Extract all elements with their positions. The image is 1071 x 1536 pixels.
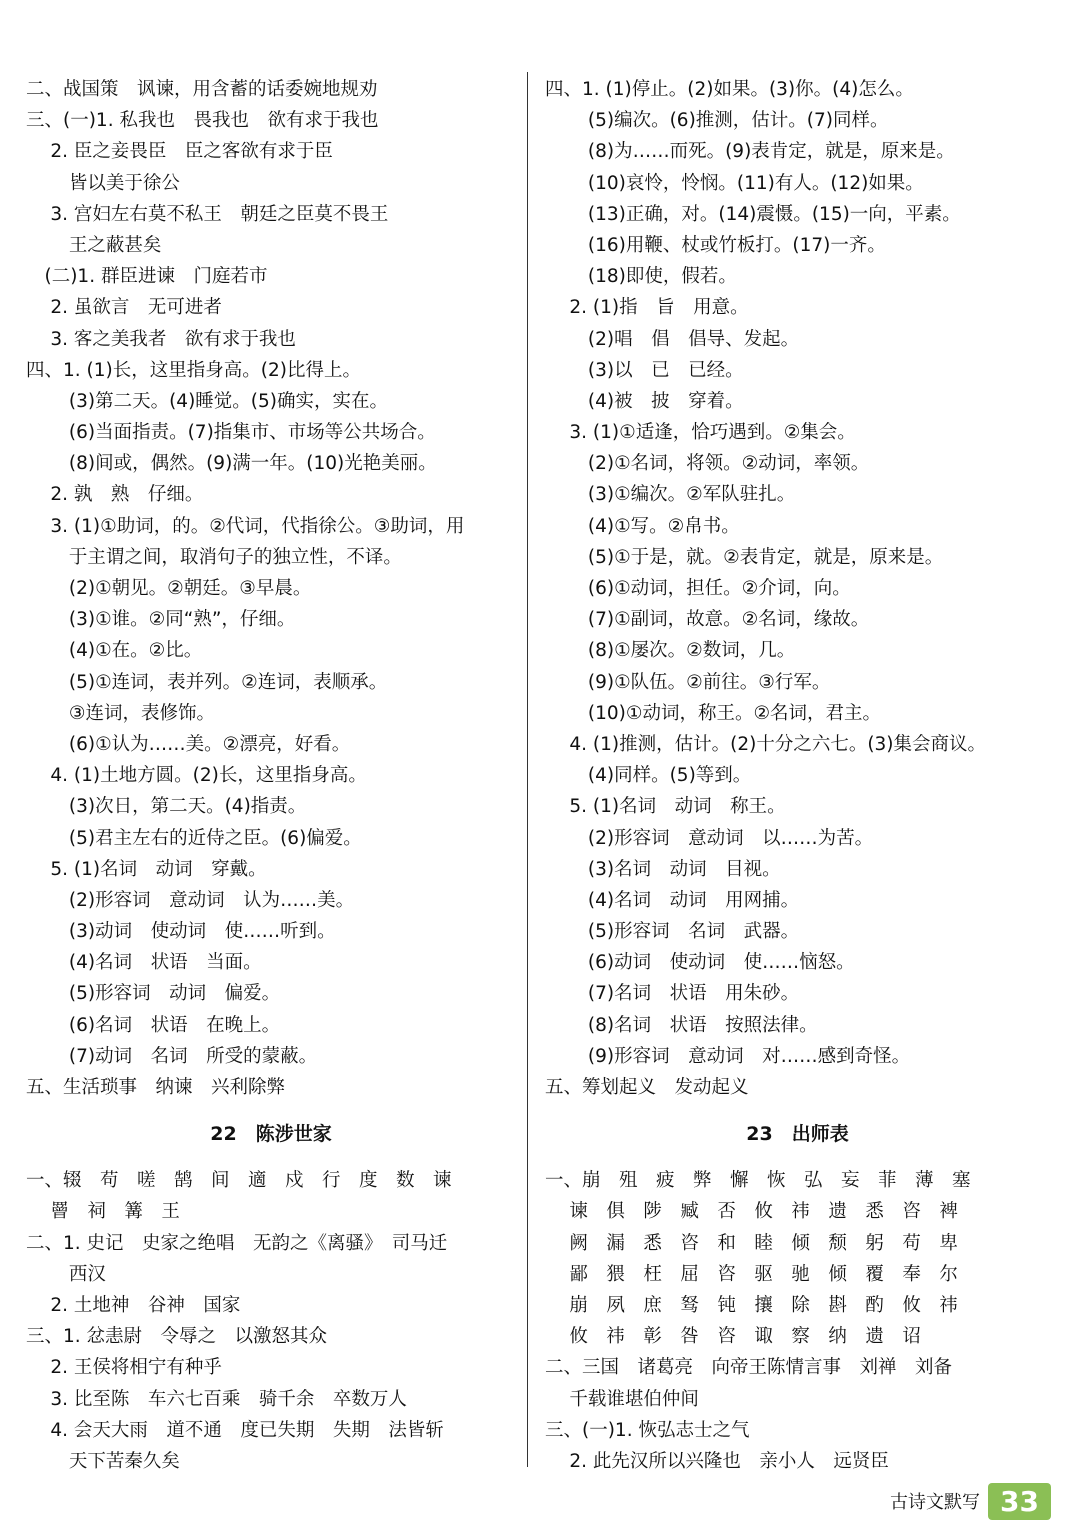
answer-line: (5)形容词 名词 武器。 [545,921,800,943]
answer-line: 皆以美于徐公 [26,172,180,194]
answer-line: 3. 宫妇左右莫不私王 朝廷之臣莫不畏王 [26,203,389,225]
answer-line: ③连词，表修饰。 [26,702,215,724]
answer-line: 4. (1)推测，估计。(2)十分之六七。(3)集会商议。 [545,733,987,755]
answer-line: (7)动词 名词 所受的蒙蔽。 [26,1045,318,1067]
answer-line: (3)次日，第二天。(4)指责。 [26,796,307,818]
left-column [26,74,516,1477]
answer-line: (8)为……而死。(9)表肯定，就是，原来是。 [545,141,955,163]
answer-line: (18)即使，假若。 [545,266,737,288]
answer-line: 三、(一)1. 恢弘志士之气 [545,1419,750,1441]
answer-line: 一、辍 苟 嗟 鹄 间 適 戍 行 度 数 谏 [26,1170,452,1192]
answer-line: (5)①连词，表并列。②连词，表顺承。 [26,671,388,693]
answer-line: 2. 此先汉所以兴隆也 亲小人 远贤臣 [545,1450,889,1472]
answer-line: (8)间或，偶然。(9)满一年。(10)光艳美丽。 [26,453,437,475]
answer-line: (4)①在。②比。 [26,640,203,662]
answer-line: 3. (1)①适逢，恰巧遇到。②集会。 [545,422,856,444]
answer-line: (9)形容词 意动词 对……感到奇怪。 [545,1045,911,1067]
answer-line: (3)以 已 已经。 [545,359,744,381]
answer-line: 三、(一)1. 私我也 畏我也 欲有求于我也 [26,110,379,132]
answer-line: (8)①屡次。②数词，几。 [545,640,796,662]
answer-line: (13)正确，对。(14)震慑。(15)一向，平素。 [545,203,961,225]
answer-line: 4. 会天大雨 道不通 度已失期 失期 法皆斩 [26,1419,444,1441]
answer-line: 二、三国 诸葛亮 向帝王陈情言事 刘禅 刘备 [545,1357,953,1379]
answer-line: (3)第二天。(4)睡觉。(5)确实，实在。 [26,390,388,412]
answer-line: 2. 土地神 谷神 国家 [26,1294,241,1316]
answer-line: (5)君主左右的近侍之臣。(6)偏爱。 [26,827,362,849]
answer-line: (5)形容词 动词 偏爱。 [26,983,281,1005]
answer-line: (3)①谁。②同“熟”，仔细。 [26,609,296,631]
answer-line: 二、1. 史记 史家之绝唱 无韵之《离骚》 司马迁 [26,1232,448,1254]
answer-line: (7)①副词，故意。②名词，缘故。 [545,609,870,631]
answer-line: 3. (1)①助词，的。②代词，代指徐公。③助词，用 [26,515,465,537]
answer-line: (6)当面指责。(7)指集市、市场等公共场合。 [26,422,436,444]
answer-line: 3. 客之美我者 欲有求于我也 [26,328,296,350]
answer-line: 二、战国策 讽谏，用含蓄的话委婉地规劝 [26,79,378,100]
answer-line: 谏 俱 陟 臧 否 攸 祎 遗 悉 咨 裨 [545,1201,958,1223]
answer-line: 鄙 猥 枉 屈 咨 驱 驰 倾 覆 奉 尔 [545,1263,958,1285]
answer-line: (10)哀怜，怜悯。(11)有人。(12)如果。 [545,172,924,194]
answer-line: 2. 孰 熟 仔细。 [26,484,204,506]
answer-line: 5. (1)名词 动词 穿戴。 [26,858,267,880]
answer-line: (3)动词 使动词 使……听到。 [26,921,336,943]
answer-line: 天下苦秦久矣 [26,1450,180,1472]
answer-line: 2. 虽欲言 无可进者 [26,297,222,319]
answer-line: (7)名词 状语 用朱砂。 [545,983,800,1005]
answer-line: 五、生活琐事 纳谏 兴利除弊 [26,1077,286,1098]
answer-line: (3)①编次。②军队驻扎。 [545,484,796,506]
answer-line: 崩 夙 庶 驽 钝 攘 除 斟 酌 攸 祎 [545,1294,958,1316]
answer-line: 西汉 [26,1263,106,1285]
answer-line: (4)名词 状语 当面。 [26,952,262,974]
answer-line: 阙 漏 悉 咨 和 睦 倾 颓 躬 苟 卑 [545,1232,958,1254]
answer-line: (2)①朝见。②朝廷。③早晨。 [26,578,312,599]
answer-line: 罾 祠 篝 王 [26,1201,180,1223]
answer-line: (16)用鞭、杖或竹板打。(17)一齐。 [545,234,886,256]
answer-line: (5)①于是，就。②表肯定，就是，原来是。 [545,546,944,568]
answer-line: (6)①认为……美。②漂亮，好看。 [26,733,351,755]
answer-line: 5. (1)名词 动词 称王。 [545,796,786,818]
page-number: 33 [988,1483,1051,1520]
answer-line: (2)形容词 意动词 认为……美。 [26,889,355,911]
answer-line: (9)①队伍。②前往。③行军。 [545,671,831,693]
answer-line: (5)编次。(6)推测，估计。(7)同样。 [545,110,889,132]
answer-line: 攸 祎 彰 咎 咨 诹 察 纳 遗 诏 [545,1326,921,1348]
answer-line: (2)①名词，将领。②动词，率领。 [545,453,870,475]
answer-line: 五、筹划起义 发动起义 [545,1077,749,1098]
column-divider [527,72,528,1467]
answer-line: (6)名词 状语 在晚上。 [26,1014,281,1036]
answer-line: 2. 臣之妾畏臣 臣之客欲有求于臣 [26,141,333,163]
answer-line: 四、1. (1)停止。(2)如果。(3)你。(4)怎么。 [545,79,914,100]
answer-line: 3. 比至陈 车六七百乘 骑千余 卒数万人 [26,1388,407,1410]
answer-line: 2. (1)指 旨 用意。 [545,297,749,319]
answer-line: (4)①写。②帛书。 [545,515,740,537]
answer-line: 千载谁堪伯仲间 [545,1388,699,1410]
answer-line: (2)形容词 意动词 以……为苦。 [545,827,874,849]
answer-line: 于主谓之间，取消句子的独立性，不译。 [26,546,402,568]
section-heading: 23 出师表 [746,1123,849,1146]
page-footer [890,1478,1051,1524]
answer-line: 2. 王侯将相宁有种乎 [26,1357,222,1379]
answer-line: 四、1. (1)长，这里指身高。(2)比得上。 [26,359,361,381]
answer-line: (4)同样。(5)等到。 [545,765,752,787]
footer-title: 古诗文默写 [890,1492,981,1513]
answer-line: (2)唱 倡 倡导、发起。 [545,328,800,350]
answer-line: (二)1. 群臣进谏 门庭若市 [26,266,268,288]
answer-line: (6)①动词，担任。②介词，向。 [545,578,851,599]
answer-line: (4)名词 动词 用网捕。 [545,889,800,911]
answer-line: 王之蔽甚矣 [26,234,162,256]
answer-line: (8)名词 状语 按照法律。 [545,1014,818,1036]
answer-line: (6)动词 使动词 使……恼怒。 [545,952,855,974]
answer-line: (4)被 披 穿着。 [545,390,744,412]
answer-line: (3)名词 动词 目视。 [545,858,781,880]
answer-line: 一、崩 殂 疲 弊 懈 恢 弘 妄 菲 薄 塞 [545,1170,971,1192]
answer-line: 4. (1)土地方圆。(2)长，这里指身高。 [26,765,367,787]
answer-line: (10)①动词，称王。②名词，君主。 [545,702,882,724]
section-heading: 22 陈涉世家 [210,1123,332,1146]
answer-line: 三、1. 忿恚尉 令辱之 以激怒其众 [26,1326,328,1348]
right-column [545,74,1050,1477]
